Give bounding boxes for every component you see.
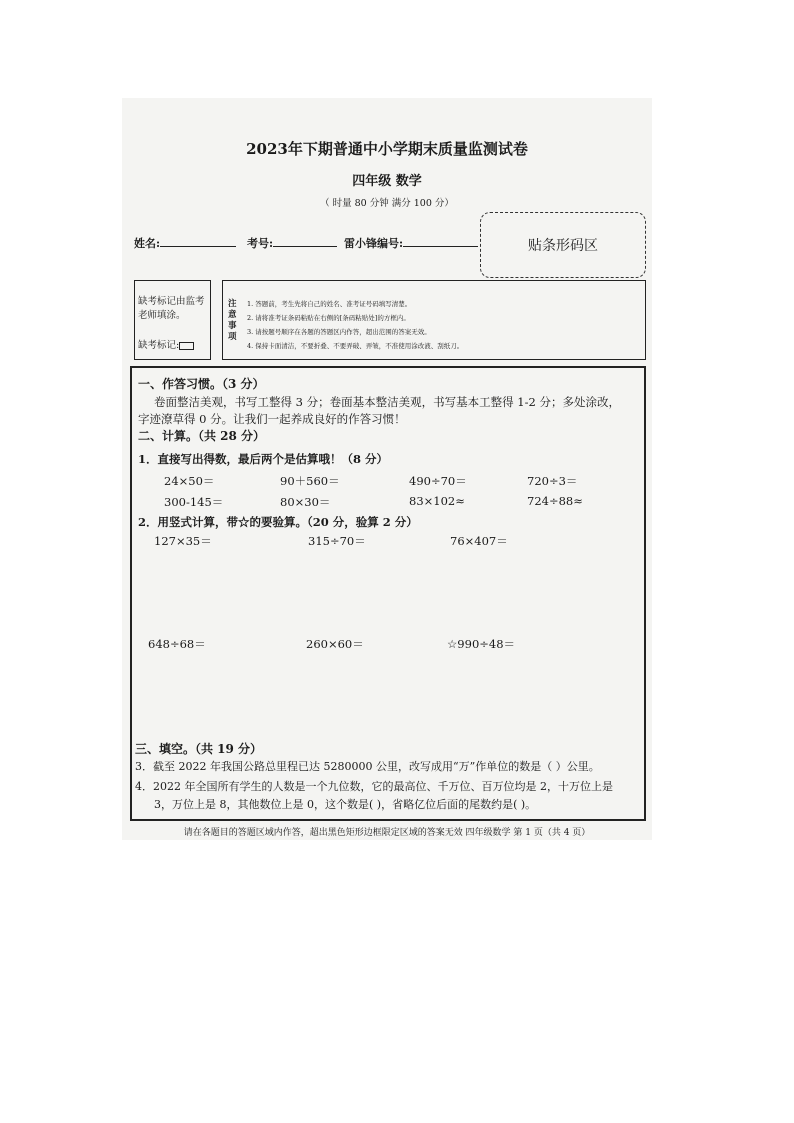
code-label: 雷小锋编号: [344, 237, 404, 250]
section1-text-line2: 字迹潦草得 0 分。让我们一起养成良好的作答习惯！ [138, 412, 406, 426]
page-footer: 请在各题目的答题区域内作答，超出黑色矩形边框限定区域的答案无效 四年级数学 第 1 页（共 4 页） [183, 828, 591, 838]
q2-item: 260×60＝ [306, 637, 364, 651]
q2-item: 127×35＝ [154, 534, 212, 548]
notice-box [222, 280, 646, 360]
absent-instruction: 缺考标记由监考老师填涂。 [138, 296, 205, 321]
notice-item: 4. 保持卡面清洁，不要折叠、不要弄破、弄皱，不准使用涂改液、刮纸刀。 [247, 342, 464, 350]
exam-subtitle: 四年级 数学 [352, 174, 422, 189]
section1-text-line1: 卷面整洁美观，书写工整得 3 分；卷面基本整洁美观，书写基本工整得 1-2 分；多处涂改， [154, 395, 620, 409]
q2-item: 648÷68＝ [148, 637, 206, 651]
q1-item: 90＋560＝ [280, 474, 340, 488]
q1-title: 1．直接写出得数，最后两个是估算哦！（8 分） [138, 452, 389, 466]
absent-mark-box [134, 280, 211, 360]
code-line [403, 236, 478, 247]
q4-text-line2: 3，万位上是 8，其他数位上是 0，这个数是( )，省略亿位后面的尾数约是( )。 [154, 798, 537, 811]
q1-item: 490÷70＝ [409, 474, 467, 488]
q2-item: 76×407＝ [450, 534, 508, 548]
exam-number-field [247, 235, 337, 251]
q1-item: 80×30＝ [280, 495, 331, 509]
notice-item: 3. 请按题号顺序在各题的答题区内作答，超出范围的答案无效。 [247, 328, 431, 336]
notice-item: 2. 请将准考证条码粘贴在右侧的[条码粘贴处]的方框内。 [247, 314, 410, 322]
exam-title: 2023年下期普通中小学期末质量监测试卷 [246, 140, 528, 158]
notice-item: 1. 答题前，考生先将自己的姓名、准考证号码填写清楚。 [247, 300, 412, 308]
q1-item: 24×50＝ [164, 474, 215, 488]
notice-list [247, 297, 463, 353]
name-label: 姓名: [134, 237, 161, 250]
exam-number-label: 考号: [247, 237, 274, 250]
q1-item: 724÷88≈ [527, 494, 583, 508]
exam-duration: （ 时量 80 分钟 满分 100 分） [320, 198, 454, 209]
barcode-area [480, 212, 646, 278]
code-field [344, 235, 478, 251]
absent-mark-rect [179, 342, 194, 350]
section1-title: 一、作答习惯。（3 分） [138, 377, 265, 391]
q2-item: ☆990÷48＝ [447, 637, 516, 651]
q1-item: 300-145＝ [164, 495, 224, 509]
notice-heading: 注意事项 [228, 299, 237, 342]
q2-item: 315÷70＝ [308, 534, 366, 548]
exam-number-line [273, 236, 337, 247]
q3-text: 3．截至 2022 年我国公路总里程已达 5280000 公里，改写成用“万”作单位的数是（ ）公里。 [135, 760, 600, 773]
name-line [160, 236, 236, 247]
q1-item: 83×102≈ [409, 494, 465, 508]
q2-title: 2．用竖式计算，带☆的要验算。（20 分，验算 2 分） [138, 515, 418, 529]
section3-title: 三、填空。（共 19 分） [135, 742, 263, 756]
section2-title: 二、计算。（共 28 分） [138, 429, 266, 443]
name-field [134, 235, 236, 251]
barcode-label: 贴条形码区 [528, 238, 598, 254]
q1-item: 720÷3＝ [527, 474, 578, 488]
q4-text-line1: 4．2022 年全国所有学生的人数是一个九位数，它的最高位、千万位、百万位均是 2，十万位上是 [135, 780, 613, 793]
absent-mark-row [138, 339, 210, 353]
absent-mark-label: 缺考标记: [138, 340, 180, 351]
exam-paper [122, 98, 652, 840]
